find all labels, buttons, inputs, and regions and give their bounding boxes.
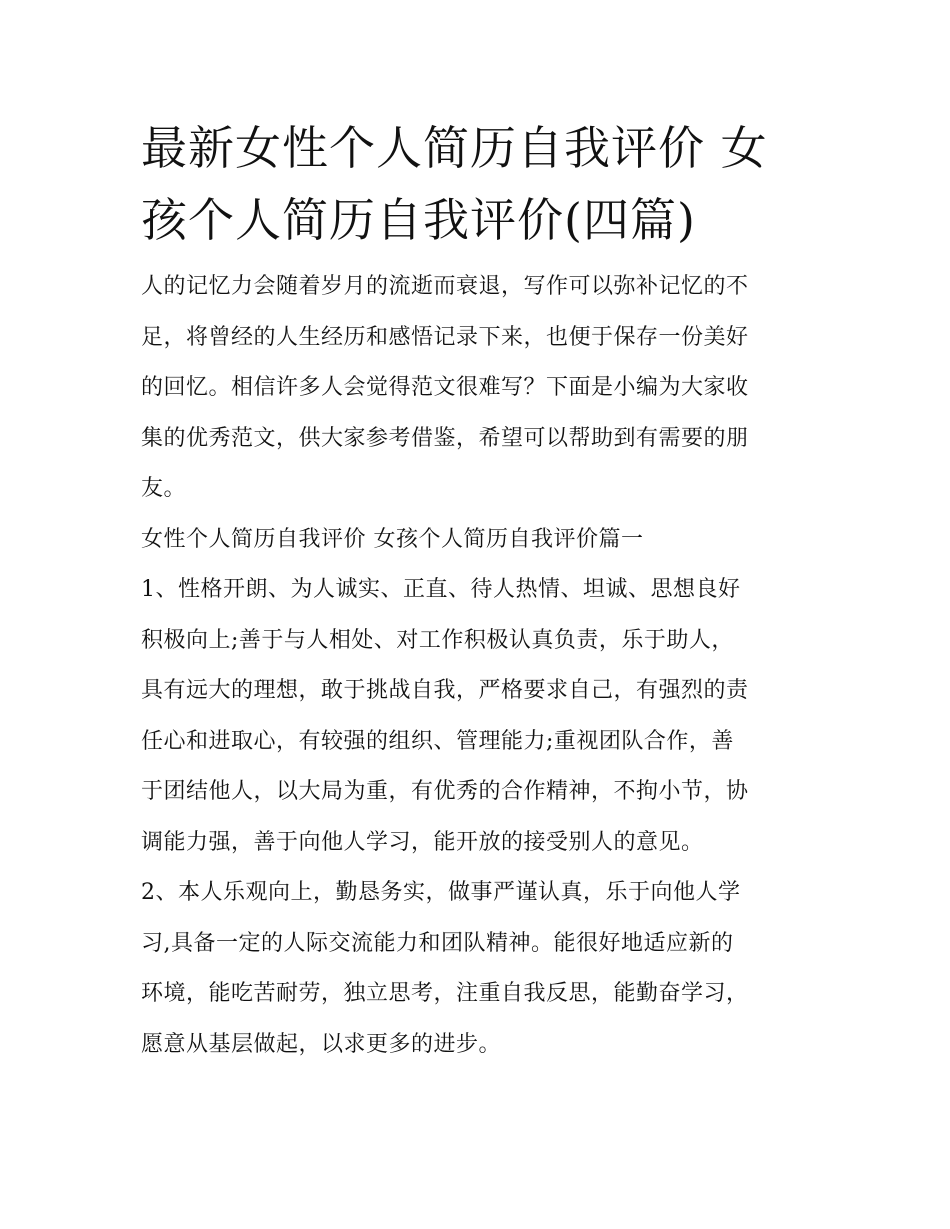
item-2-line: 环境，能吃苦耐劳，独立思考，注重自我反思，能勤奋学习， <box>141 981 749 1006</box>
document-page <box>141 112 816 1070</box>
item-2-line: 愿意从基层做起，以求更多的进步。 <box>141 1031 502 1057</box>
item-1-line: 调能力强，善于向他人学习，能开放的接受别人的意见。 <box>141 829 704 855</box>
item-1-line: 于团结他人，以大局为重，有优秀的合作精神，不拘小节，协 <box>141 779 749 804</box>
intro-paragraph <box>141 262 816 515</box>
item-1-line: 1、性格开朗、为人诚实、正直、待人热情、坦诚、思想良好 <box>141 577 741 602</box>
intro-line: 友。 <box>141 476 187 501</box>
item-2-paragraph <box>141 868 816 1070</box>
intro-line: 人的记忆力会随着岁月的流逝而衰退，写作可以弥补记忆的不 <box>141 274 749 299</box>
item-1-paragraph <box>141 565 816 868</box>
item-1-line: 任心和进取心，有较强的组织、管理能力;重视团队合作，善 <box>141 728 734 754</box>
section-heading: 女性个人简历自我评价 女孩个人简历自我评价篇一 <box>141 526 644 552</box>
title-line: 孩个人简历自我评价(四篇) <box>141 193 696 247</box>
intro-line: 的回忆。相信许多人会觉得范文很难写？下面是小编为大家收 <box>141 375 749 400</box>
item-2-line: 习,具备一定的人际交流能力和团队精神。能很好地适应新的 <box>141 930 734 956</box>
title-line: 最新女性个人简历自我评价 女 <box>141 121 768 175</box>
item-2-line: 2、本人乐观向上，勤恳务实，做事严谨认真，乐于向他人学 <box>141 880 741 905</box>
intro-line: 集的优秀范文，供大家参考借鉴，希望可以帮助到有需要的朋 <box>141 425 749 451</box>
intro-line: 足，将曾经的人生经历和感悟记录下来，也便于保存一份美好 <box>141 324 749 350</box>
document-title <box>141 112 816 256</box>
item-1-line: 具有远大的理想，敢于挑战自我，严格要求自己，有强烈的责 <box>141 678 749 703</box>
item-1-line: 积极向上;善于与人相处、对工作积极认真负责，乐于助人， <box>141 627 734 653</box>
